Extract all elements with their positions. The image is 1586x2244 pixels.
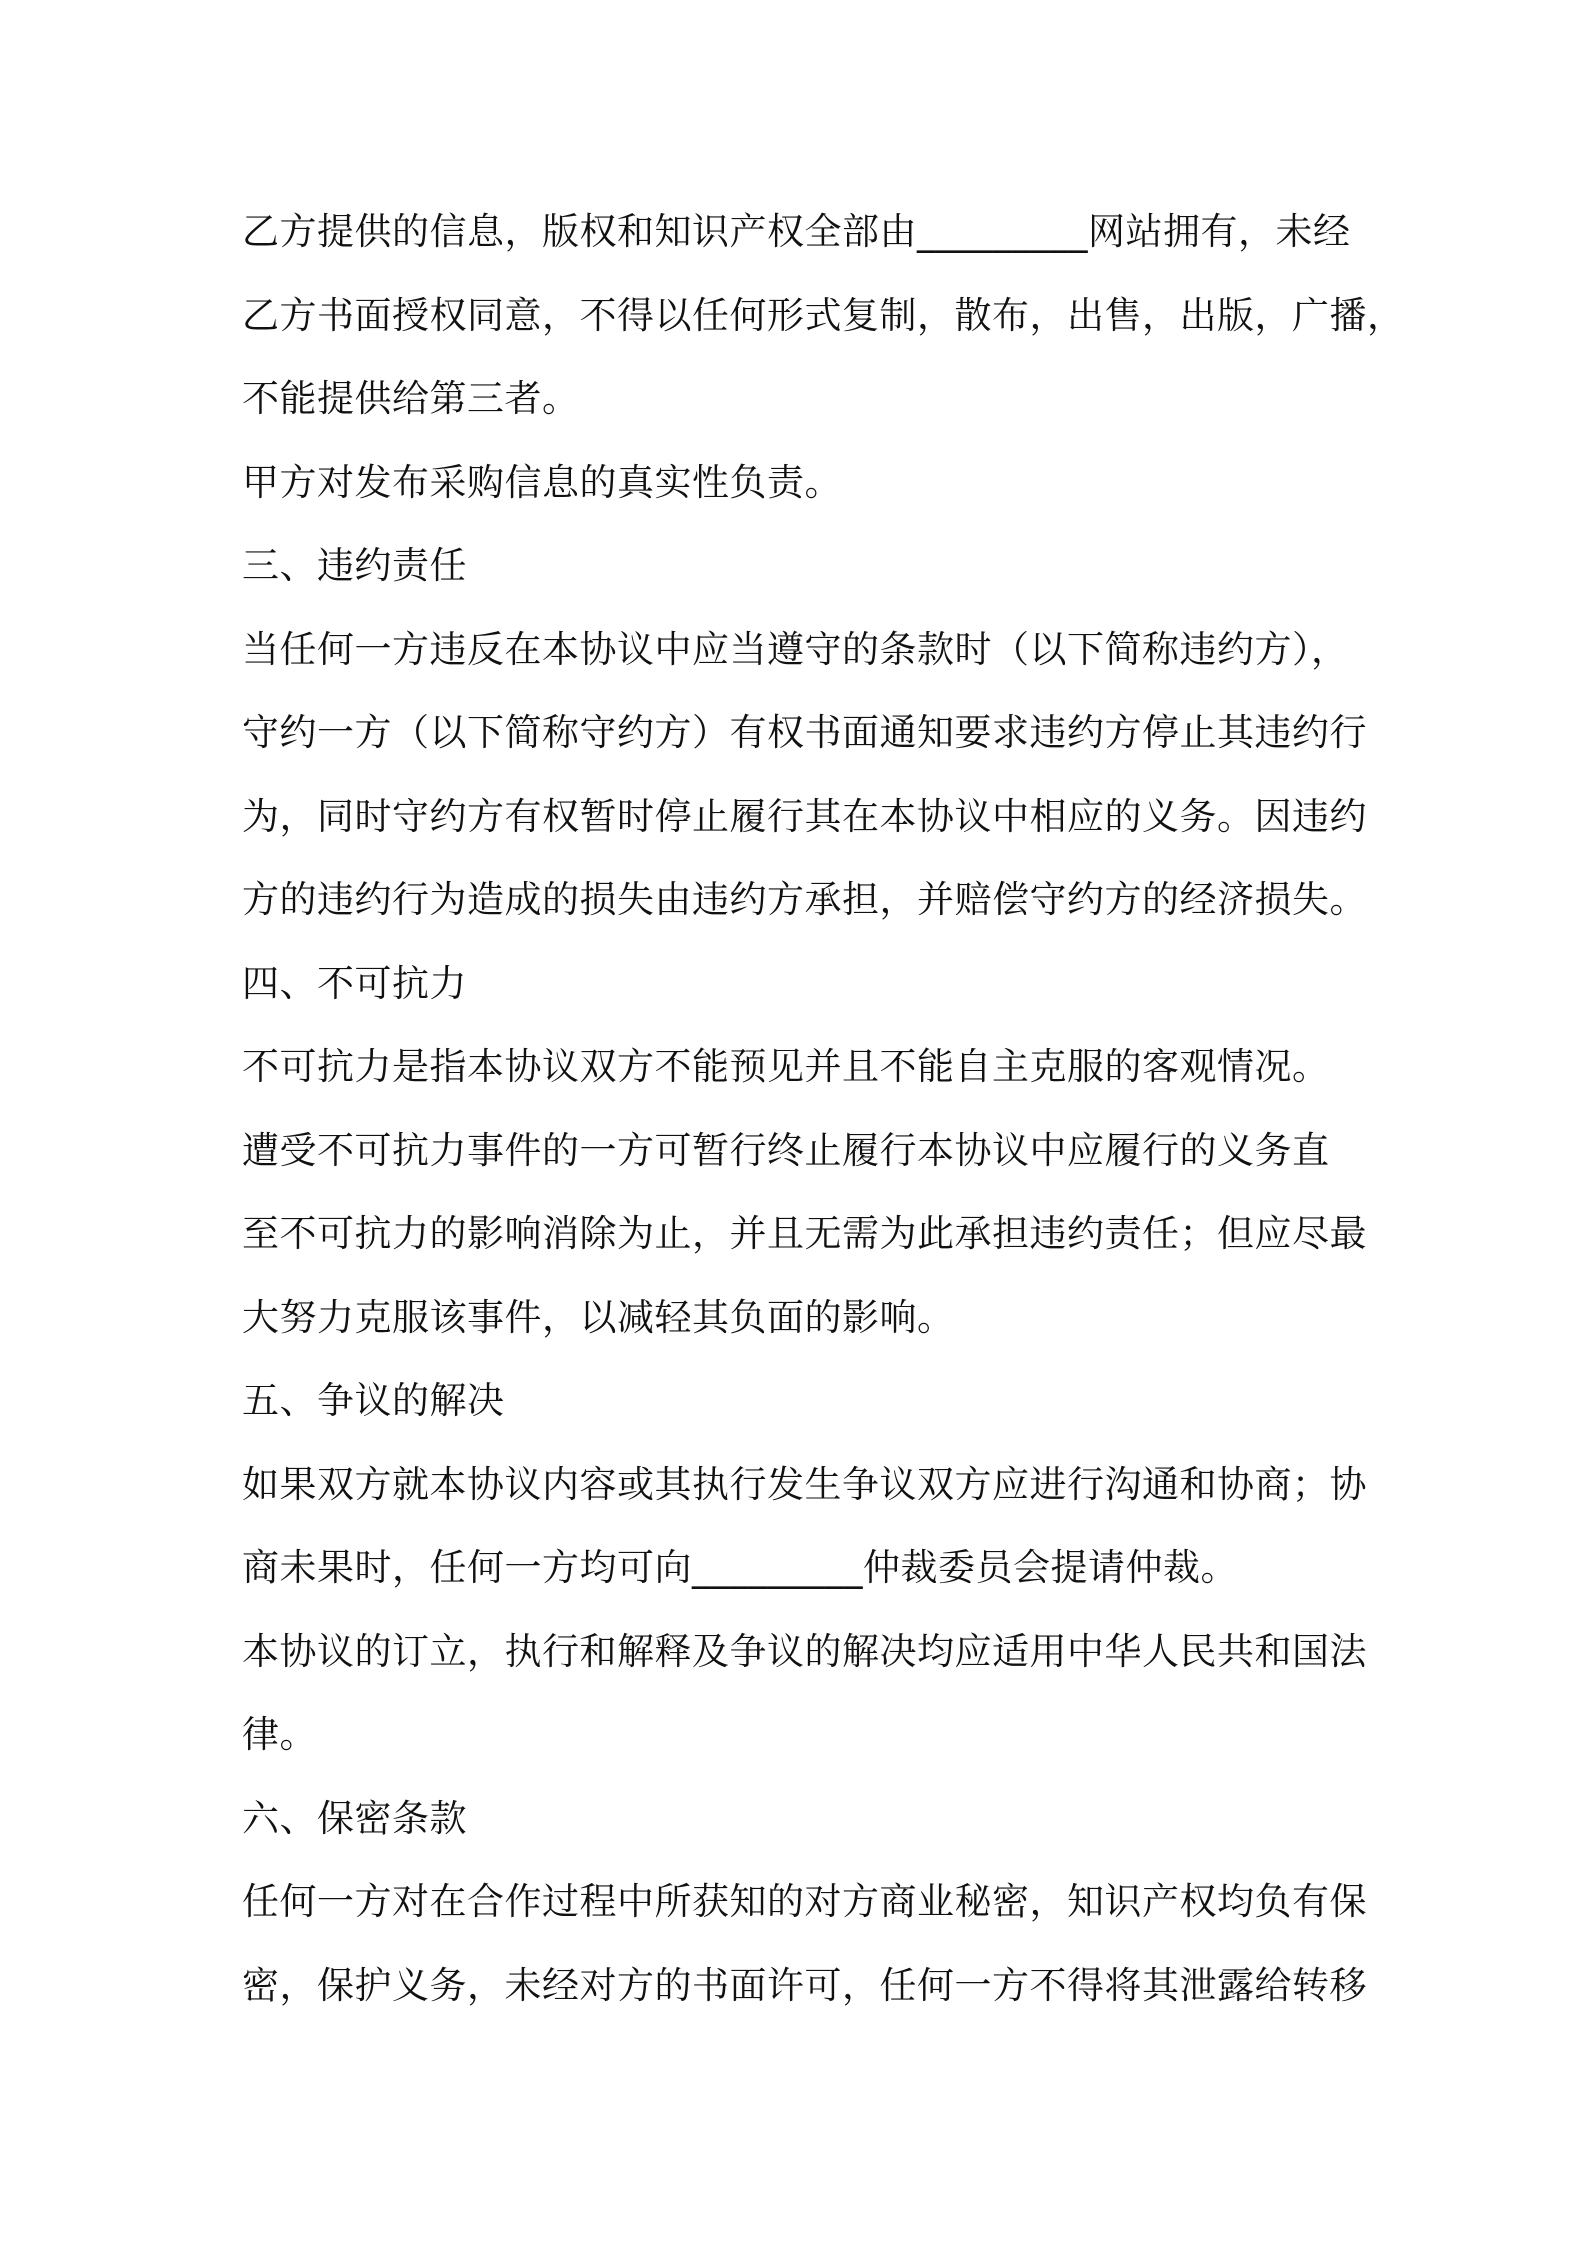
paragraph-line: 商未果时，任何一方均可向_________仲裁委员会提请仲裁。 [242, 1546, 1238, 1589]
paragraph-line: 本协议的订立，执行和解释及争议的解决均应适用中华人民共和国法 [242, 1629, 1367, 1673]
paragraph-line: 律。 [242, 1713, 317, 1756]
section-heading-force-majeure: 四、不可抗力 [242, 961, 467, 1005]
paragraph-line: 不可抗力是指本协议双方不能预见并且不能自主克服的客观情况。 [242, 1045, 1330, 1088]
paragraph-line: 如果双方就本协议内容或其执行发生争议双方应进行沟通和协商；协 [242, 1462, 1367, 1506]
section-heading-dispute-resolution: 五、争议的解决 [242, 1379, 505, 1422]
paragraph-line: 不能提供给第三者。 [242, 377, 580, 420]
section-heading-breach-liability: 三、违约责任 [242, 544, 467, 587]
paragraph-line: 遭受不可抗力事件的一方可暂行终止履行本协议中应履行的义务直 [242, 1128, 1330, 1172]
paragraph-line: 乙方提供的信息，版权和知识产权全部由_________网站拥有，未经 [242, 210, 1351, 253]
paragraph-line: 大努力克服该事件，以减轻其负面的影响。 [242, 1295, 955, 1339]
paragraph-line: 守约一方（以下简称守约方）有权书面通知要求违约方停止其违约行 [242, 711, 1367, 754]
paragraph-line: 乙方书面授权同意，不得以任何形式复制，散布，出售，出版，广播， [242, 293, 1405, 337]
paragraph-line: 为，同时守约方有权暂时停止履行其在本协议中相应的义务。因违约 [242, 794, 1367, 838]
paragraph-line: 方的违约行为造成的损失由违约方承担，并赔偿守约方的经济损失。 [242, 878, 1367, 921]
paragraph-line: 任何一方对在合作过程中所获知的对方商业秘密，知识产权均负有保 [242, 1880, 1367, 1923]
paragraph-line: 当任何一方违反在本协议中应当遵守的条款时（以下简称违约方）， [242, 627, 1349, 671]
paragraph-line: 密，保护义务，未经对方的书面许可，任何一方不得将其泄露给转移 [242, 1963, 1367, 2007]
paragraph-line: 甲方对发布采购信息的真实性负责。 [242, 460, 842, 504]
document-body [242, 190, 1405, 2027]
paragraph-line: 至不可抗力的影响消除为止，并且无需为此承担违约责任；但应尽最 [242, 1212, 1367, 1255]
section-heading-confidentiality: 六、保密条款 [242, 1796, 467, 1840]
